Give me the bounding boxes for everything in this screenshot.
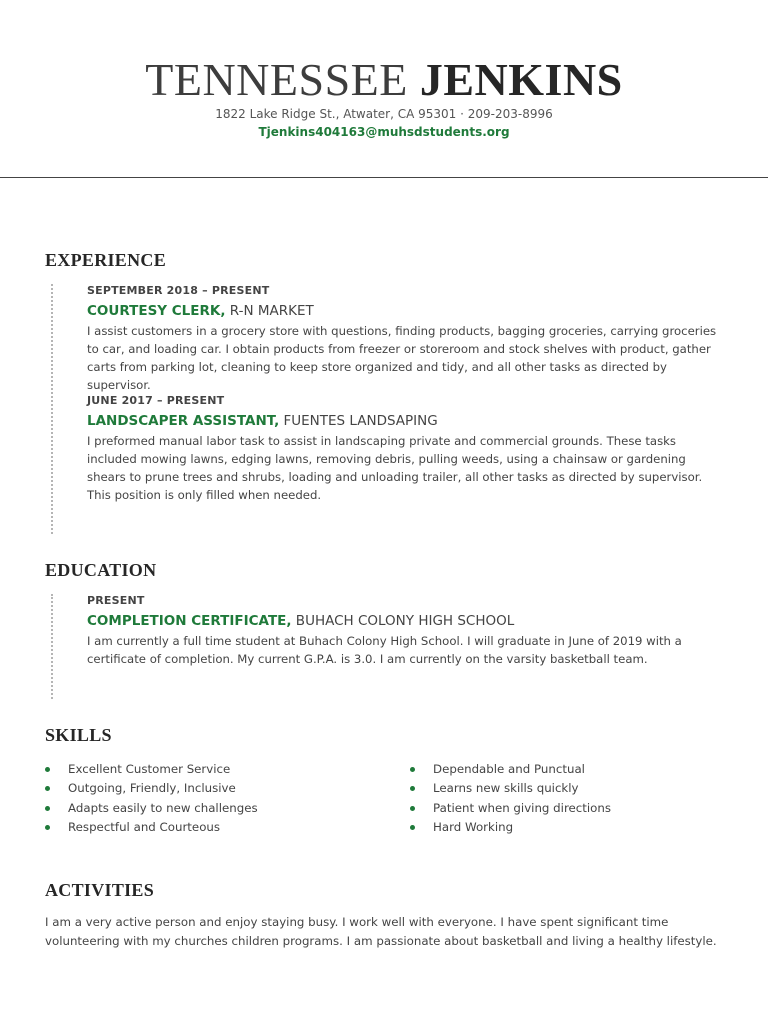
bullet-icon — [45, 786, 50, 791]
first-name: TENNESSEE — [145, 54, 408, 105]
company-name: FUENTES LANDSAPING — [279, 413, 438, 429]
bullet-icon — [410, 786, 415, 791]
skill-item — [410, 779, 730, 798]
bullet-icon — [45, 806, 50, 811]
experience-timeline — [51, 284, 53, 534]
bullet-icon — [45, 825, 50, 830]
contact-info: 1822 Lake Ridge St., Atwater, CA 95301 · 209-203-8996 — [215, 107, 553, 121]
skill-item — [45, 760, 365, 779]
skill-label: Dependable and Punctual — [433, 762, 585, 776]
last-name: JENKINS — [419, 54, 623, 105]
skill-item — [410, 799, 730, 818]
education-heading: EDUCATION — [45, 560, 157, 580]
bullet-icon — [45, 767, 50, 772]
experience-entry — [87, 284, 727, 394]
email-link[interactable]: Tjenkins404163@muhsdstudents.org — [258, 125, 510, 139]
skill-label: Excellent Customer Service — [68, 762, 231, 776]
bullet-icon — [410, 825, 415, 830]
education-timeline — [51, 594, 53, 699]
bullet-icon — [410, 806, 415, 811]
bullet-icon — [410, 767, 415, 772]
entry-role — [87, 612, 727, 630]
entry-description: I am currently a full time student at Buhach Colony High School. I will graduate in June of 2019 with a certificate of completion. My current G.P.A. is 3.0. I am currently on the varsity basketball team. — [87, 634, 682, 666]
skill-label: Adapts easily to new challenges — [68, 800, 258, 815]
skills-heading: SKILLS — [45, 725, 112, 745]
skill-item — [410, 760, 730, 779]
skill-label: Outgoing, Friendly, Inclusive — [68, 781, 236, 796]
skills-list-right — [410, 760, 730, 837]
school-name: BUHACH COLONY HIGH SCHOOL — [291, 613, 515, 629]
entry-role — [87, 302, 727, 320]
degree-title: COMPLETION CERTIFICATE, — [87, 613, 292, 629]
skills-list-left — [45, 760, 365, 837]
experience-entry — [87, 394, 727, 504]
skill-label: Learns new skills quickly — [433, 781, 579, 796]
education-entry — [87, 594, 727, 668]
entry-date: JUNE 2017 – PRESENT — [87, 394, 225, 407]
skill-item — [410, 818, 730, 837]
entry-date: PRESENT — [87, 594, 145, 607]
resume-name — [0, 54, 768, 106]
skill-item — [45, 779, 365, 798]
entry-role — [87, 412, 727, 430]
activities-text: I am a very active person and enjoy staying busy. I work well with everyone. I have spent significant time volunteering with my churches children programs. I am passionate about basketball and living a healthy lifestyle. — [45, 915, 717, 948]
experience-heading: EXPERIENCE — [45, 250, 167, 270]
activities-heading: ACTIVITIES — [45, 880, 155, 900]
header-divider — [0, 177, 768, 178]
skill-label: Hard Working — [433, 819, 514, 834]
job-title: LANDSCAPER ASSISTANT, — [87, 413, 280, 429]
company-name: R-N MARKET — [225, 303, 314, 319]
entry-description: I assist customers in a grocery store with questions, finding products, bagging groceries, carrying groceries to car, and loading car. I obtain products from freezer or storeroom and stock shelves with product, gather carts from parking lot, cleaning to keep store organized and tidy, and all other tasks as directed by supervisor. — [87, 324, 717, 392]
entry-date: SEPTEMBER 2018 – PRESENT — [87, 284, 270, 297]
skill-item — [45, 799, 365, 818]
entry-description: I preformed manual labor task to assist in landscaping private and commercial grounds. These tasks included mowing lawns, edging lawns, removing debris, pulling weeds, using a chainsaw or gardening shears to prune trees and shrubs, loading and unloading trailer, all other tasks as directed by supervisor. This position is only filled when needed. — [87, 434, 703, 502]
job-title: COURTESY CLERK, — [87, 303, 226, 319]
skill-label: Respectful and Courteous — [68, 819, 221, 834]
skill-item — [45, 818, 365, 837]
skill-label: Patient when giving directions — [433, 800, 612, 815]
